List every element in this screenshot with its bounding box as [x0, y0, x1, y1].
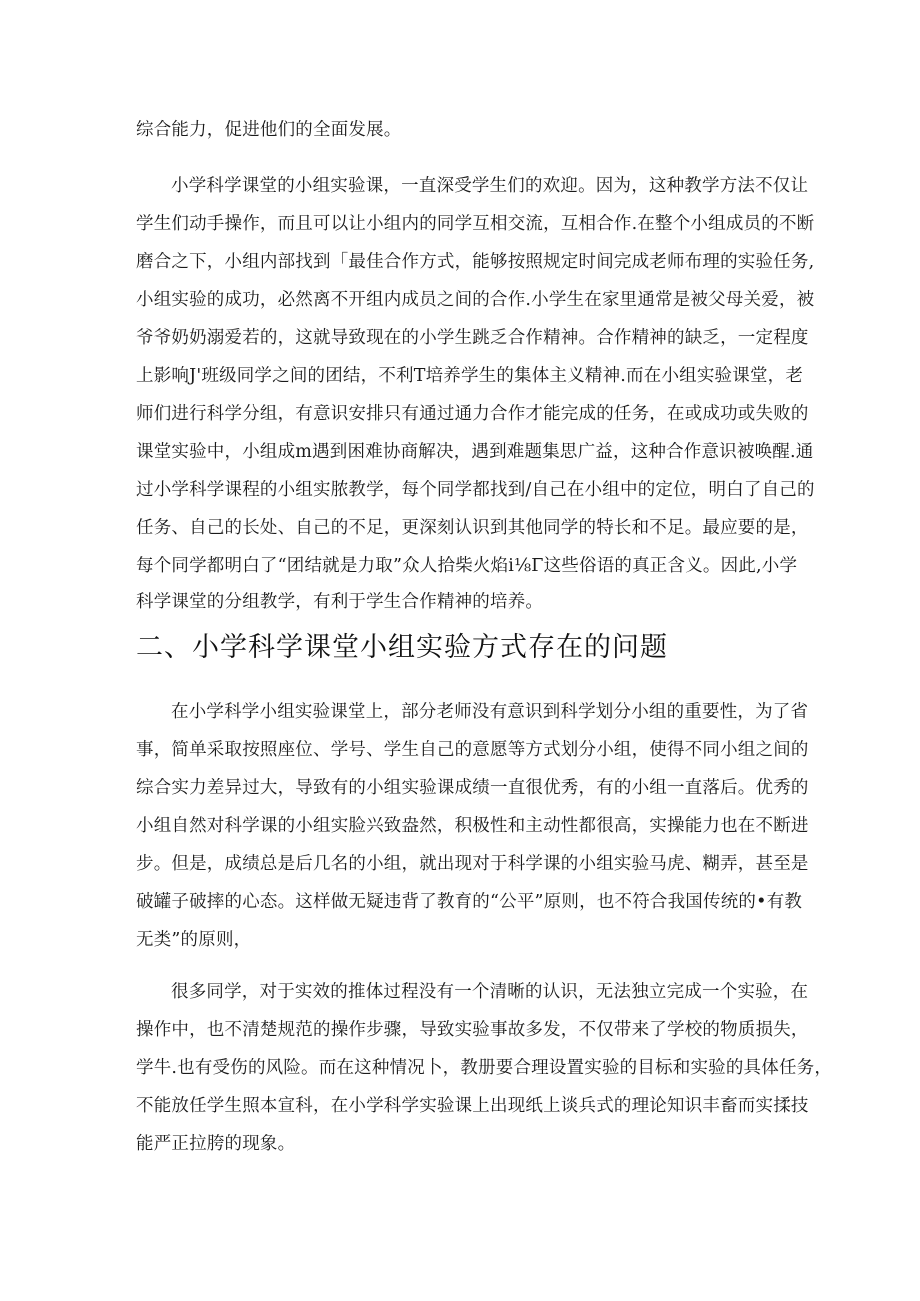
paragraph-3-line: 能严正拉胯的现象。 — [136, 1134, 296, 1154]
paragraph-1-line: 任务、自己的长处、自己的不足，更深刻认识到其他同学的特长和不足。最应要的是， — [136, 518, 809, 538]
paragraph-3-line: 操作中，也不清楚规范的操作步骤，导致实验事故多发，不仅带来了学校的物质损失， — [136, 1020, 809, 1040]
paragraph-1-line: 爷爷奶奶溺爱若的，这就导致现在的小学生跳乏合作精神。合作精神的缺乏，一定程度 — [136, 328, 809, 348]
paragraph-2-line: 综合实力差异过大，导致有的小组实验课成绩一直很优秀，有的小组一直落后。优秀的 — [136, 778, 809, 798]
paragraph-2-line: 事，简单采取按照座位、学号、学生自己的意愿等方式划分小组，使得不同小组之间的 — [136, 740, 809, 760]
paragraph-2-line: 小组自然对科学课的小组实脸兴致盎然，积极性和主动性都很高，实操能力也在不断进 — [136, 816, 809, 836]
paragraph-2-line: 在小学科学小组实验课堂上，部分老师没有意识到科学划分小组的重要性，为了省 — [171, 702, 809, 722]
paragraph-2-line: 无类”的原则， — [136, 930, 252, 950]
paragraph-1-line: 师们进行科学分组，有意识安排只有通过通力合作才能完成的任务，在或成功或失败的 — [136, 404, 809, 424]
paragraph-3-line: 不能放任学生照本宣科，在小学科学实验课上出现纸上谈兵式的理论知识丰畜而实揉技 — [136, 1096, 809, 1116]
paragraph-1-line: 课堂实验中，小组成m遇到困难协商解决，遇到难题集思广益，这种合作意识被唤醒.通 — [136, 442, 814, 462]
paragraph-3-line: 很多同学，对于实效的推体过程没有一个清晰的认识，无法独立完成一个实验，在 — [171, 982, 809, 1002]
section-heading: 二、小学科学课堂小组实验方式存在的问题 — [136, 632, 668, 663]
paragraph-1-line: 小学科学课堂的小组实验课，一直深受学生们的欢迎。因为，这种教学方法不仅让 — [171, 176, 809, 196]
paragraph-1-line: 过小学科学课程的小组实脓教学，每个同学都找到/自己在小组中的定位，明白了自己的 — [136, 480, 815, 500]
paragraph-2-line: 步。但是，成绩总是后几名的小组，就出现对于科学课的小组实验马虎、糊弄，甚至是 — [136, 854, 809, 874]
paragraph-1-line: 小组实验的成功，必然离不开组内成员之间的合作.小学生在家里通常是被父母关爱，被 — [136, 290, 815, 310]
paragraph-1-line: 科学课堂的分组教学，有利于学生合作精神的培养。 — [136, 592, 544, 612]
intro-tail-line: 综合能力，促进他们的全面发展。 — [136, 120, 402, 140]
paragraph-1-line: 学生们动手操作，而且可以让小组内的同学互相交流，互相合作.在整个小组成员的不断 — [136, 214, 815, 234]
paragraph-3-line: 学牛.也有受伤的风险。而在这种情况卜，教册要合理设置实验的目标和实验的具体任务， — [136, 1058, 833, 1078]
paragraph-1-line: 每个同学都明白了“团结就是力取”众人拾柴火焰i⅛Γ这些俗语的真正含义。因此,小学 — [136, 556, 798, 576]
paragraph-1-line: 磨合之下，小组内部找到「最佳合作方式，能够按照规定时间完成老师布理的实验任务, — [136, 252, 815, 272]
paragraph-2-line: 破罐子破摔的心态。这样做无疑违背了教育的“公平”原则，也不符合我国传统的•有教 — [136, 892, 803, 912]
paragraph-1-line: 上影响J'班级同学之间的团结，不利T培养学生的集体主义精神.而在小组实验课堂，老 — [136, 366, 804, 386]
